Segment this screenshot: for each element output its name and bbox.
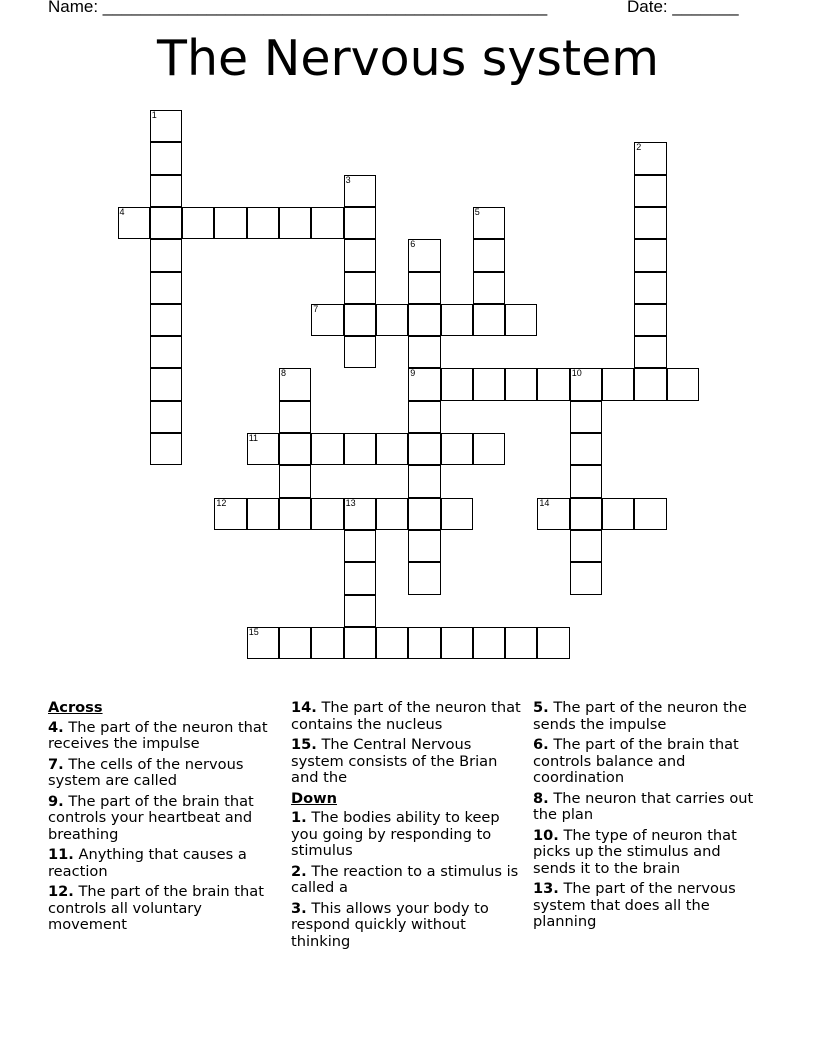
puzzle-title: The Nervous system — [157, 30, 659, 87]
grid-cell[interactable] — [441, 498, 473, 530]
clue-text: The part of the nervous system that does all the planning — [533, 880, 736, 930]
clue-text: The cells of the nervous system are called — [48, 755, 244, 789]
clue-across-12 — [48, 884, 280, 934]
grid-cell[interactable] — [279, 433, 311, 465]
cell-number: 1 — [151, 110, 157, 120]
cell-number: 6 — [410, 239, 416, 250]
cell-number: 10 — [571, 368, 582, 379]
grid-cell[interactable] — [537, 627, 569, 659]
clue-down-5 — [533, 700, 765, 733]
cell-number: 2 — [636, 142, 642, 153]
clue-number: 11. — [48, 846, 74, 863]
cell-number: 14 — [539, 497, 550, 508]
grid-cell[interactable] — [408, 304, 440, 336]
grid-cell[interactable] — [150, 239, 182, 271]
grid-cell[interactable] — [376, 433, 408, 465]
grid-cell[interactable] — [279, 207, 311, 239]
clue-across-7 — [48, 757, 280, 790]
grid-cell[interactable] — [408, 336, 440, 368]
grid-cell[interactable] — [150, 142, 182, 174]
grid-cell[interactable] — [344, 304, 376, 336]
grid-cell[interactable] — [408, 433, 440, 465]
grid-cell[interactable] — [473, 207, 505, 239]
grid-cell[interactable] — [344, 239, 376, 271]
grid-cell[interactable] — [537, 498, 569, 530]
grid-cell[interactable] — [150, 207, 182, 239]
grid-cell[interactable] — [408, 498, 440, 530]
clue-number: 15. — [291, 736, 317, 753]
grid-cell[interactable] — [667, 368, 699, 400]
cell-number: 8 — [281, 368, 287, 379]
clue-text: The part of the brain that controls balance and coordination — [533, 736, 739, 786]
grid-cell[interactable] — [505, 627, 537, 659]
across-heading: Across — [48, 699, 103, 716]
grid-cell[interactable] — [344, 272, 376, 304]
grid-cell[interactable] — [473, 272, 505, 304]
grid-cell[interactable] — [344, 530, 376, 562]
grid-cell[interactable] — [311, 627, 343, 659]
grid-cell[interactable] — [150, 336, 182, 368]
grid-cell[interactable] — [473, 433, 505, 465]
grid-cell[interactable] — [247, 433, 279, 465]
grid-cell[interactable] — [408, 465, 440, 497]
clue-across-11 — [48, 847, 280, 880]
clue-number: 3. — [291, 899, 307, 917]
grid-cell[interactable] — [441, 368, 473, 400]
grid-cell[interactable] — [634, 239, 666, 271]
clue-text: The bodies ability to keep you going by responding to stimulus — [291, 809, 500, 859]
grid-cell[interactable] — [214, 207, 246, 239]
clues-column-3 — [533, 700, 765, 935]
grid-cell[interactable] — [408, 239, 440, 271]
grid-cell[interactable] — [376, 304, 408, 336]
clue-text: This allows your body to respond quickly without thinking — [291, 899, 489, 950]
grid-cell[interactable] — [634, 175, 666, 207]
clue-number: 12. — [48, 883, 74, 900]
clue-number: 5. — [533, 699, 549, 716]
grid-cell[interactable] — [634, 304, 666, 336]
grid-cell[interactable] — [311, 498, 343, 530]
grid-cell[interactable] — [441, 627, 473, 659]
grid-cell[interactable] — [311, 304, 343, 336]
clue-number: 1. — [291, 809, 307, 826]
grid-cell[interactable] — [344, 433, 376, 465]
grid-cell[interactable] — [344, 175, 376, 207]
grid-cell[interactable] — [473, 304, 505, 336]
grid-cell[interactable] — [441, 433, 473, 465]
grid-cell[interactable] — [376, 498, 408, 530]
grid-cell[interactable] — [150, 433, 182, 465]
grid-cell[interactable] — [408, 562, 440, 594]
grid-cell[interactable] — [279, 627, 311, 659]
grid-cell[interactable] — [634, 368, 666, 400]
grid-cell[interactable] — [634, 336, 666, 368]
grid-cell[interactable] — [344, 207, 376, 239]
clue-text: The reaction to a stimulus is called a — [291, 862, 519, 896]
clue-number: 14. — [291, 699, 317, 716]
grid-cell[interactable] — [408, 272, 440, 304]
grid-cell[interactable] — [570, 498, 602, 530]
grid-cell[interactable] — [634, 207, 666, 239]
clue-across-14 — [291, 700, 523, 733]
grid-cell[interactable] — [473, 627, 505, 659]
grid-cell[interactable] — [408, 401, 440, 433]
grid-cell[interactable] — [408, 368, 440, 400]
grid-cell[interactable] — [408, 530, 440, 562]
clue-number: 4. — [48, 718, 64, 736]
grid-cell[interactable] — [279, 401, 311, 433]
grid-cell[interactable] — [344, 627, 376, 659]
grid-cell[interactable] — [634, 272, 666, 304]
grid-cell[interactable] — [602, 498, 634, 530]
cell-number: 3 — [345, 174, 351, 185]
grid-cell[interactable] — [376, 627, 408, 659]
clue-number: 13. — [533, 880, 559, 897]
grid-cell[interactable] — [150, 368, 182, 400]
clue-text: The part of the neuron that contains the nucleus — [291, 699, 521, 733]
clue-down-13 — [533, 881, 765, 931]
down-heading: Down — [291, 789, 338, 807]
grid-cell[interactable] — [505, 368, 537, 400]
grid-cell[interactable] — [150, 304, 182, 336]
clue-text: The part of the brain that controls all voluntary movement — [48, 883, 264, 933]
grid-cell[interactable] — [150, 175, 182, 207]
grid-cell[interactable] — [247, 498, 279, 530]
grid-cell[interactable] — [118, 207, 150, 239]
grid-cell[interactable] — [182, 207, 214, 239]
grid-cell[interactable] — [247, 207, 279, 239]
cell-number: 15 — [248, 626, 259, 637]
clue-text: The Central Nervous system consists of the Brian and the — [291, 736, 498, 786]
grid-cell[interactable] — [344, 595, 376, 627]
grid-cell[interactable] — [150, 272, 182, 304]
grid-cell[interactable] — [344, 498, 376, 530]
grid-cell[interactable] — [311, 433, 343, 465]
cell-number: 12 — [216, 497, 227, 508]
grid-cell[interactable] — [634, 142, 666, 174]
clues-column-2 — [291, 700, 523, 954]
clue-text: The type of neuron that picks up the stimulus and sends it to the brain — [533, 826, 737, 877]
clue-number: 7. — [48, 755, 64, 773]
cell-number: 13 — [345, 497, 356, 508]
grid-cell[interactable] — [602, 368, 634, 400]
name-line: Name: _______________________________________________ — [48, 0, 548, 16]
grid-cell[interactable] — [505, 304, 537, 336]
clue-down-6 — [533, 737, 765, 787]
cell-number: 11 — [248, 433, 259, 443]
clue-text: The neuron that carries out the plan — [533, 789, 754, 823]
cell-number: 7 — [313, 303, 319, 314]
grid-cell[interactable] — [570, 530, 602, 562]
cell-number: 4 — [119, 206, 125, 217]
grid-cell[interactable] — [473, 239, 505, 271]
clue-across-9 — [48, 794, 280, 844]
grid-cell[interactable] — [570, 562, 602, 594]
grid-cell[interactable] — [634, 498, 666, 530]
grid-cell[interactable] — [279, 498, 311, 530]
clue-number: 6. — [533, 736, 549, 753]
grid-cell[interactable] — [441, 304, 473, 336]
grid-cell[interactable] — [473, 368, 505, 400]
clue-number: 10. — [533, 826, 559, 844]
clue-number: 2. — [291, 862, 307, 880]
grid-cell[interactable] — [279, 368, 311, 400]
grid-cell[interactable] — [570, 465, 602, 497]
clue-text: The part of the neuron the sends the impulse — [533, 699, 747, 733]
grid-cell[interactable] — [344, 562, 376, 594]
clue-down-1 — [291, 810, 523, 860]
grid-cell[interactable] — [408, 627, 440, 659]
grid-cell[interactable] — [570, 368, 602, 400]
grid-cell[interactable] — [247, 627, 279, 659]
clue-down-3 — [291, 901, 523, 951]
grid-cell[interactable] — [344, 336, 376, 368]
clue-across-4 — [48, 720, 280, 753]
grid-cell[interactable] — [311, 207, 343, 239]
clue-down-2 — [291, 864, 523, 897]
grid-cell[interactable] — [150, 110, 182, 142]
cell-number: 9 — [410, 368, 416, 379]
grid-cell[interactable] — [150, 401, 182, 433]
clues-column-1 — [48, 700, 280, 938]
grid-cell[interactable] — [279, 465, 311, 497]
grid-cell[interactable] — [570, 401, 602, 433]
cell-number: 5 — [474, 206, 480, 217]
clue-down-8 — [533, 791, 765, 824]
clue-across-15 — [291, 737, 523, 787]
clue-text: Anything that causes a reaction — [48, 846, 247, 880]
grid-cell[interactable] — [214, 498, 246, 530]
clue-text: The part of the neuron that receives the impulse — [48, 718, 268, 752]
date-line: Date: _______ — [627, 0, 739, 16]
grid-cell[interactable] — [570, 433, 602, 465]
grid-cell[interactable] — [537, 368, 569, 400]
clue-number: 9. — [48, 792, 64, 810]
clue-down-10 — [533, 828, 765, 878]
clue-text: The part of the brain that controls your heartbeat and breathing — [48, 792, 254, 843]
clue-number: 8. — [533, 789, 549, 807]
